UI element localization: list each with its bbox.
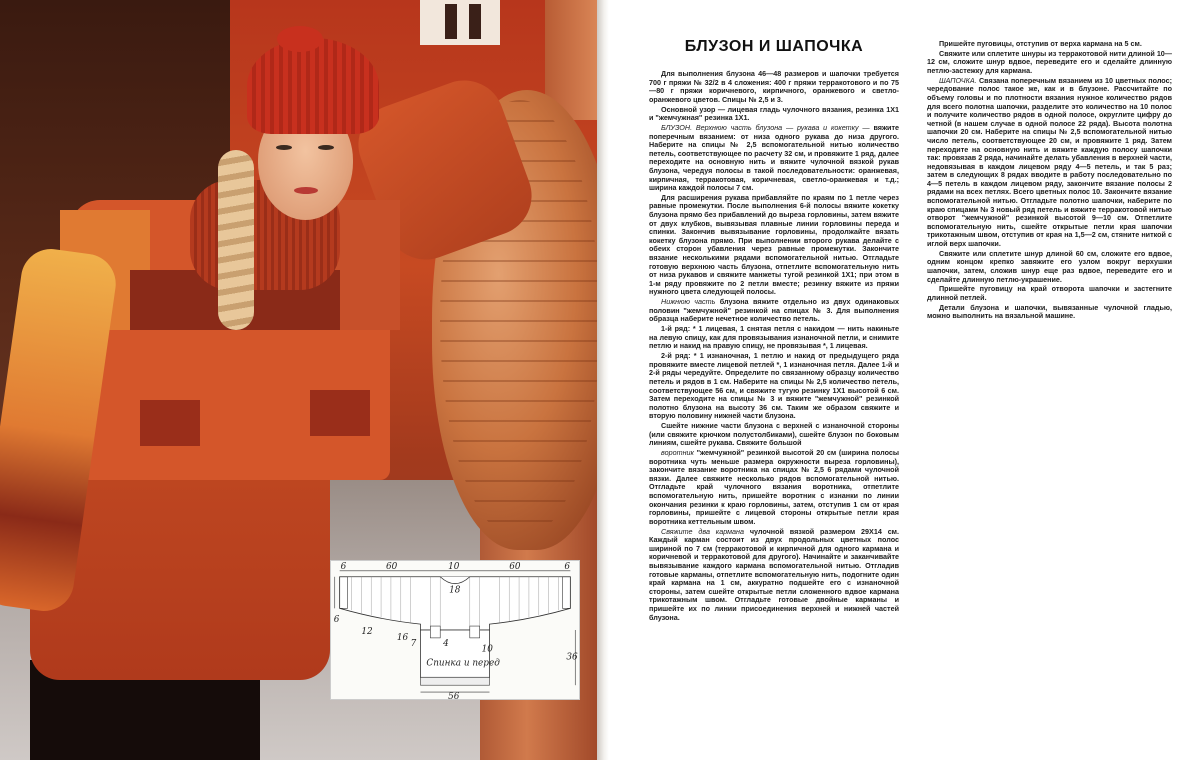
paragraph-lead: воротник	[661, 448, 694, 458]
dim-7: 7	[410, 638, 417, 649]
paragraph	[649, 352, 899, 421]
paragraph-text: чулочной вязкой размером 29Х14 см. Каждый карман состоит из двух продольных цветных полос шириной по 7 см (терракотовой и кирпичной для одного кармана и коричневой и терракотовой для другого). Начинайте и заканчивайте вывязывание каждого кармана вспомогательной нитью. Отгладив готовые карманы, отпетлите вспомогательную нить, подогните один край кармана на 1 см, аккуратно подшейте его с изнаночной стороны, затем сшейте открытые петли сложенного вдвое кармана трикотажным швом. Отгладьте готовые двойные карманы и пришейте их по линии присоединения верхней и нижней частей блузона.	[649, 526, 899, 622]
dim-10: 10	[448, 561, 460, 572]
dim-6-side: 6	[333, 615, 340, 626]
paragraph	[649, 106, 899, 123]
paragraph-text: 1-й ряд: * 1 лицевая, 1 снятая петля с накидом — нить накиньте на левую спицу, как для провязывания изнаночной петли, и снимите петлю и накид на правую спицу, не провязывая *, 1 лицевая.	[649, 324, 899, 351]
dim-16: 16	[396, 632, 409, 643]
paragraph-text: блузона вяжите отдельно из двух одинаковых половин "жемчужной" резинкой на спицах № 3. Для выполнения образца наберите нечетное количество петель.	[649, 297, 899, 324]
paragraph	[649, 194, 899, 297]
text-column-1	[649, 70, 899, 725]
dim-60-left: 60	[386, 561, 398, 572]
lips	[294, 187, 318, 194]
dim-12: 12	[361, 626, 373, 637]
text-column-2	[927, 40, 1172, 390]
schematic-caption: Спинка и перед	[426, 658, 500, 669]
paragraph-text: вяжите поперечным вязанием: от низа одного рукава до низа другого. Наберите на спицы № 2,5 вспомогательной нитью количество петель, соответствующее по расчету 32 см, и провяжите 1 ряд, далее переходите на основную нить и вяжите чулочной вязкой рукав блузона, чередуя полосы в такой последовательности: оранжевая, кирпичная, терракотовая, коричневая, светло-оранжевая и т.д.; ширина каждой полосы 7 см.	[649, 122, 899, 193]
schematic-drawing	[331, 561, 579, 699]
pocket-left	[140, 400, 200, 446]
paragraph-lead: ШАПОЧКА.	[939, 75, 977, 85]
paragraph-text: Пришейте пуговицу на край отворота шапочки и застегните длинной петлей.	[927, 284, 1172, 302]
pocket-right	[310, 390, 370, 436]
paragraph-text: Сшейте нижние части блузона с верхней с изнаночной стороны (или свяжите крючком полустолбиками), сшейте блузон по боковым линиям, сшейте рукава. Свяжите большой	[649, 421, 899, 448]
paragraph	[927, 77, 1172, 249]
paragraph-text: 2-й ряд: * 1 изнаночная, 1 петлю и накид от предыдущего ряда провяжите вместе лицевой петлей *, 1 изнаночная петля. Далее 1-й и 2-й ряды чередуйте. Определите по связанному образцу количество петель и рядов в 1 см. Наберите на спицы № 2,5 количество петель, соответствующее 56 см, и свяжите тугую резинку 1Х1 высотой 6 см. Затем переходите на спицы № 3 и вяжите "жемчужной" резинкой полотно блузона на высоту 36 см. Таким же образом свяжите и вторую половину нижней части блузона.	[649, 351, 899, 421]
paragraph-text: Свяжите или сплетите шнуры из терракотовой нити длиной 10—12 см, сложите шнур вдвое, переведите его и сделайте длинную петлю-застежку для кармана.	[927, 48, 1172, 75]
paragraph	[927, 285, 1172, 302]
paragraph-lead: Нижнюю часть	[661, 297, 716, 307]
pattern-schematic	[330, 560, 580, 700]
paragraph-text: Основной узор — лицевая гладь чулочного вязания, резинка 1Х1 и "жемчужная" резинка 1Х1.	[649, 104, 899, 123]
paragraph-text: Для расширения рукава прибавляйте по краям по 1 петле через равные промежутки. После выполнения 6-й полосы вяжите кокетку блузона прямо без прибавлений до выреза горловины, затем вяжите от двух клубков, вывязывая плавные линии горловины переда и спинки. Закончив вывязывание горловины, продолжайте вязать кокетку блузона прямо. При выполнении второго рукава делайте с обеих сторон убавления через равные промежутки. Закончите вязание несколькими рядами вспомогательной нитью. Отгладьте готовую верхнюю часть блузона, отпетлите вспомогательную нить от низа рукавов и свяжите манжеты тугой резинкой 1Х1; при этом в 1-м ряду провяжите по 2 петли вместе; резинку вяжите из пряжи нужного цвета следующей полосы.	[649, 192, 899, 297]
text-page	[609, 0, 1200, 760]
paragraph-lead: БЛУЗОН.	[661, 122, 693, 132]
article-title: БЛУЗОН И ШАПОЧКА	[684, 38, 864, 55]
dim-6-right: 6	[564, 561, 571, 572]
paragraph	[649, 298, 899, 324]
paragraph-lead: Свяжите два карманa	[661, 526, 744, 536]
page-gutter	[597, 0, 609, 760]
dim-36: 36	[566, 652, 578, 663]
paragraph	[927, 304, 1172, 321]
dim-4: 4	[443, 638, 449, 649]
dim-60-right: 60	[509, 561, 521, 572]
paragraph	[649, 325, 899, 351]
knitted-hat	[247, 38, 379, 134]
dim-56: 56	[448, 692, 460, 699]
paragraph	[649, 124, 899, 193]
eye-right	[318, 145, 334, 150]
paragraph	[649, 449, 899, 526]
background-window	[420, 0, 500, 45]
paragraph	[649, 422, 899, 448]
paragraph	[927, 250, 1172, 284]
dim-10-low: 10	[481, 644, 493, 655]
paragraph	[649, 528, 899, 623]
dim-6-left: 6	[340, 561, 347, 572]
paragraph	[927, 40, 1172, 49]
eye-left	[276, 145, 292, 150]
dim-18: 18	[449, 585, 461, 596]
photo-page	[0, 0, 597, 760]
paragraph-text: Связана поперечным вязанием из 10 цветных полос; чередование полос такое же, как и в блузоне. Рассчитайте по объему головы и по плотности вязания нужное количество рядов для всего полотна шапочки, разделите это количество на 10 полос и получите количество рядов в одной полосе, округлите цифру до четной (в нашем случае в одной полосе 22 ряда). Высота полотна шапочки 20 см. Наберите на спицы № 2,5 вспомогательной нитью число петель, соответствующее 20 см, и провяжите 1 ряд. Затем переходите на основную нить и вяжите каждую полосу шапочки так: провязав 2 ряда, начинайте делать убавления в верхней части, недовязывая в каждом лицевом ряду 4—5 петель, и так 5 раз; затем в следующих 8 рядах вводите в работу последовательно по 4—5 петель в каждом лицевом ряду, закончите вязание полосы 2 рядами на всех петлях. Всего цветных полос 10. Закончите вязание вспомогательной нитью. Отгладьте полотно шапочки, наберите по краю спицами № 3 новый ряд петель и вяжите терракотовой нитью отворот "жемчужной" резинкой высотой 9—10 см. Отпетлите вспомогательную нить, сшейте открытые петли края шапочки трикотажным швом, отступив от края на 1,5—2 см, стяните ниткой с иглой верх шапочки.	[927, 75, 1172, 249]
paragraph-text: Пришейте пуговицы, отступив от верха кармана на 5 см.	[939, 39, 1142, 48]
paragraph	[649, 70, 899, 104]
paragraph	[927, 50, 1172, 76]
paragraph-lead-2: Верхнюю часть блузона — рукава и кокетку —	[692, 122, 870, 132]
paragraph-text: Свяжите или сплетите шнур длиной 60 см, сложите его вдвое, одним концом крепко завяжите его узлом вокруг верхушки шапочки, затем, сложив шнур еще раз вдвое, переведите его и сделайте длинную петлю-украшение.	[927, 248, 1172, 284]
paragraph-text: Детали блузона и шапочки, вывязанные чулочной гладью, можно выполнить на вязальной машине.	[927, 302, 1172, 321]
paragraph-text: "жемчужной" резинкой высотой 20 см (ширина полосы воротника чуть меньше размера окружности выреза горловины), закончите вязание воротника на спицах № 2,5 6 рядами чулочной вязки. Далее свяжите несколько рядов вспомогательной нитью. Отгладьте край чулочного вязания воротника, отпетлите вспомогательную нить, пришейте воротник с изнанки по линии окончания резинки к краю горловины, затем, отступив 1 см от края горловины, пришейте с лицевой стороны открытые петли края воротника кеттельным швом.	[649, 448, 899, 526]
hair-braid	[218, 150, 254, 330]
paragraph-text: Для выполнения блузона 46—48 размеров и шапочки требуется 700 г пряжи № 32/2 в 4 сложения: 400 г пряжи терракотового и по 75—80 г пряжи коричневого, кирпичного, оранжевого и светло-оранжевого цветов. Спицы № 2,5 и 3.	[649, 69, 899, 104]
